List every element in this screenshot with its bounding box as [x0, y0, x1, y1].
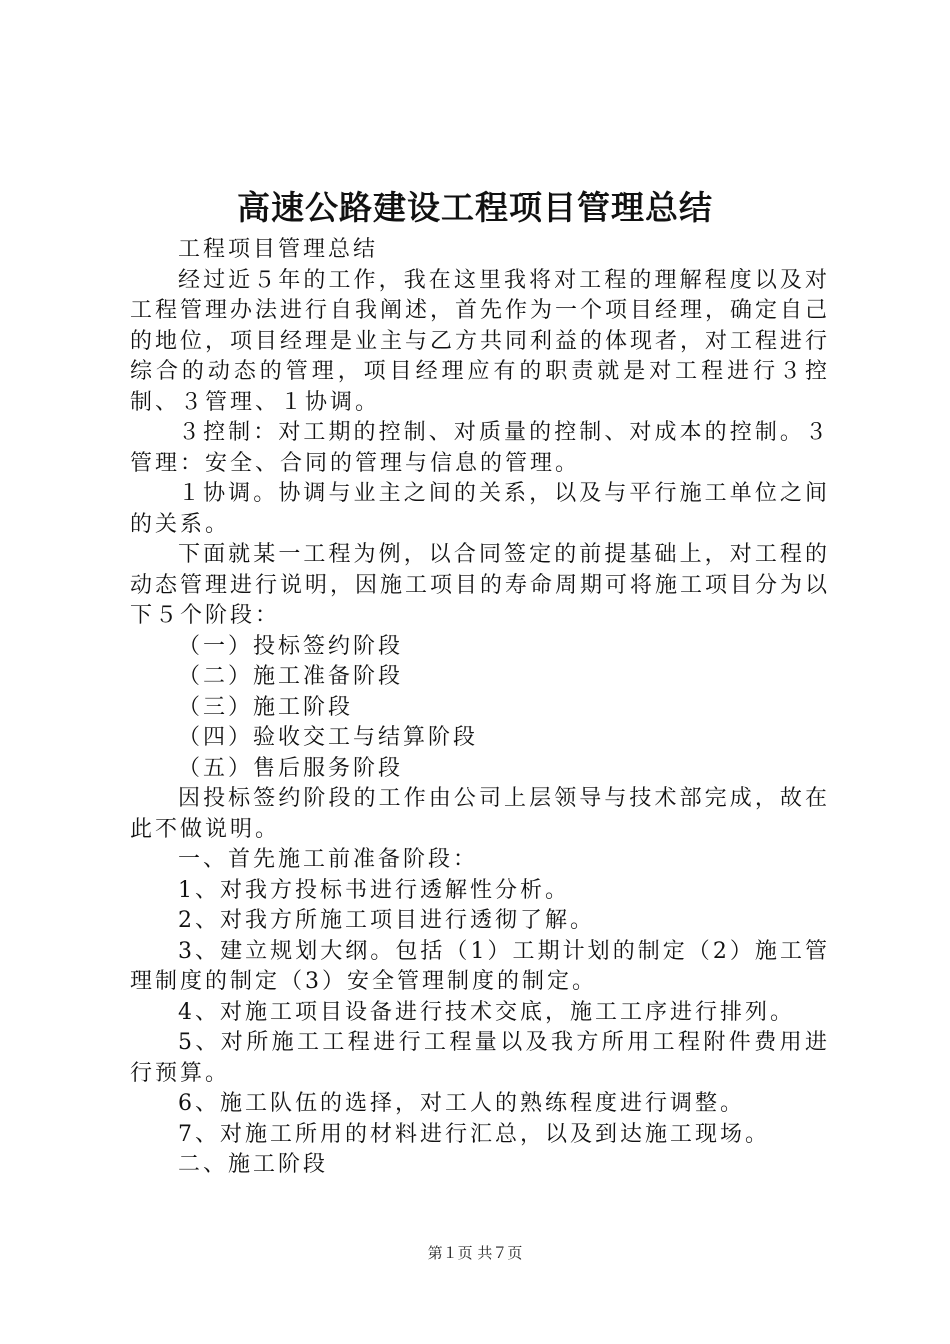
stage-item: （五）售后服务阶段 — [178, 755, 404, 781]
numbered-item: 4、对施工项目设备进行技术交底，施工工序进行排列。 — [178, 999, 795, 1025]
document-body — [130, 235, 830, 1181]
paragraph: ３控制：对工期的控制、对质量的控制、对成本的控制。３管理：安全、合同的管理与信息的管理。 — [130, 420, 830, 476]
stage-item: （二）施工准备阶段 — [178, 664, 404, 689]
stage-item: （三）施工阶段 — [178, 694, 354, 720]
numbered-item: 2、对我方所施工项目进行透彻了解。 — [178, 908, 595, 933]
stage-item: （一）投标签约阶段 — [178, 633, 404, 659]
paragraph: 经过近５年的工作，我在这里我将对工程的理解程度以及对工程管理办法进行自我阐述，首先作为一个项目经理，确定自己的地位，项目经理是业主与乙方共同利益的体现者，对工程进行综合的动态的管理，项目经理应有的职责就是对工程进行３控制、３管理、１协调。 — [130, 267, 831, 415]
page-number-footer: 第１页 共７页 — [427, 1244, 523, 1262]
section-heading: 二、施工阶段 — [178, 1152, 329, 1177]
numbered-item: 5、对所施工工程进行工程量以及我方所用工程附件费用进行预算。 — [130, 1030, 830, 1086]
paragraph: 工程项目管理总结 — [178, 237, 379, 262]
numbered-item: 7、对施工所用的材料进行汇总，以及到达施工现场。 — [178, 1121, 770, 1147]
numbered-item: 6、施工队伍的选择，对工人的熟练程度进行调整。 — [178, 1091, 745, 1116]
numbered-item: 1、对我方投标书进行透解性分析。 — [178, 877, 570, 903]
section-heading: 一、首先施工前准备阶段： — [178, 847, 479, 872]
paragraph: １协调。协调与业主之间的关系，以及与平行施工单位之间的关系。 — [130, 481, 830, 537]
paragraph: 因投标签约阶段的工作由公司上层领导与技术部完成，故在此不做说明。 — [130, 786, 830, 842]
stage-item: （四）验收交工与结算阶段 — [178, 725, 479, 750]
document-title: 高速公路建设工程项目管理总结 — [237, 188, 713, 227]
paragraph: 下面就某一工程为例，以合同签定的前提基础上，对工程的动态管理进行说明，因施工项目的寿命周期可将施工项目分为以下５个阶段： — [130, 542, 831, 628]
numbered-item: 3、建立规划大纲。包括（1）工期计划的制定（2）施工管理制度的制定（3）安全管理制度的制定。 — [130, 938, 830, 994]
